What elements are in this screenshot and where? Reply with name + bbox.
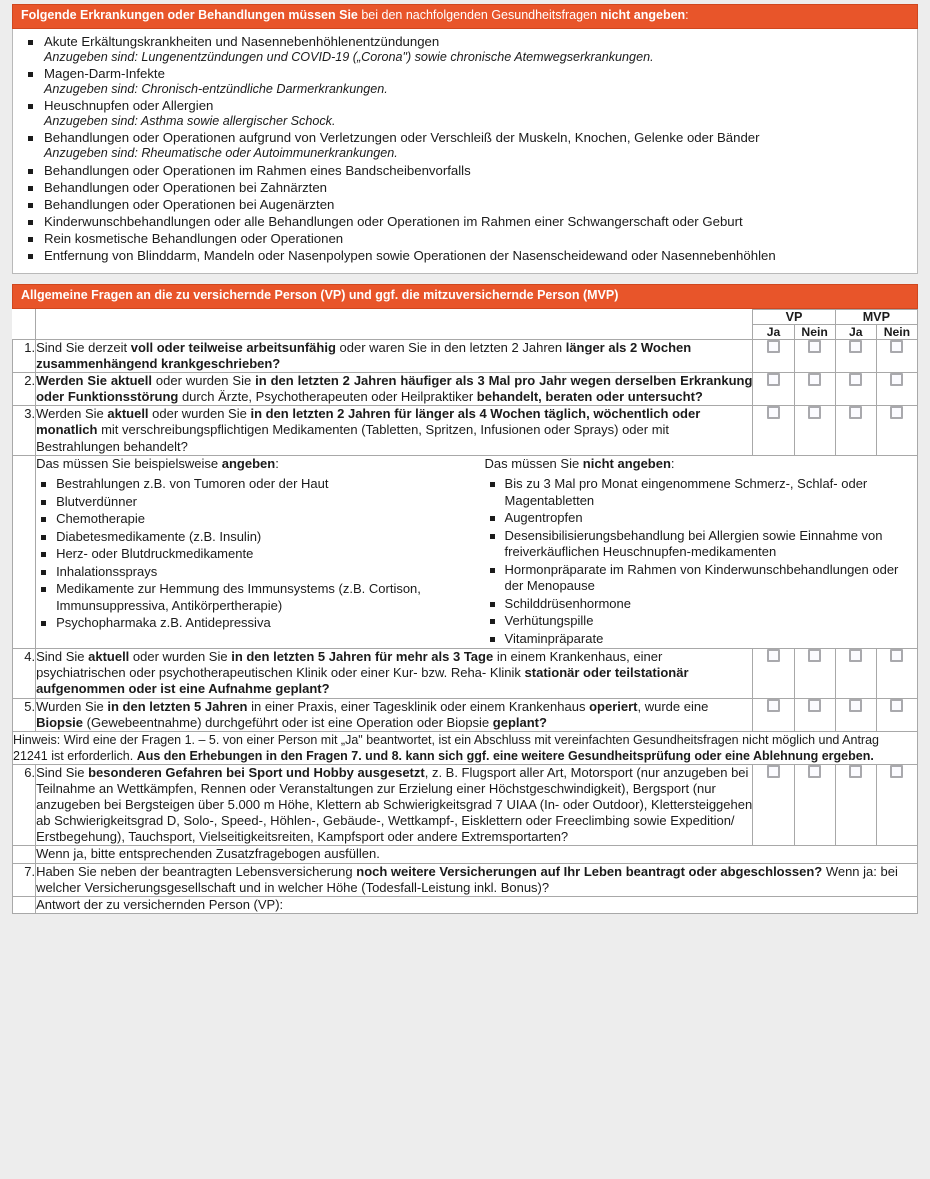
bullet-square-icon (41, 500, 46, 505)
exclusion-item-main: Akute Erkältungskrankheiten und Nasennebenhöhlenentzündungen (44, 33, 440, 49)
column-mvp-nein: Nein (876, 324, 917, 339)
list-item: Bestrahlungen z.B. von Tumoren oder der Haut (36, 476, 466, 493)
bullet-square-icon (28, 237, 33, 242)
checkbox-cell[interactable] (835, 698, 876, 731)
exclusion-item-note: Anzugeben sind: Chronisch-entzündliche Darmerkrankungen. (44, 82, 388, 97)
list-item (23, 231, 907, 247)
answer-field-label-vp[interactable]: Antwort der zu versichernden Person (VP): (36, 896, 918, 913)
bullet-square-icon (28, 104, 33, 109)
checkbox-1-nein-vp[interactable] (808, 340, 821, 353)
checkbox-cell[interactable] (753, 764, 794, 846)
list-item: Diabetesmedikamente (z.B. Insulin) (36, 529, 466, 546)
exclusion-header-bold-1: Folgende Erkrankungen oder Behandlungen müssen Sie (21, 8, 358, 22)
checkbox-cell[interactable] (835, 339, 876, 372)
bullet-square-icon (28, 136, 33, 141)
header-spacer-num (13, 309, 36, 339)
exclusion-item-note: Anzugeben sind: Rheumatische oder Autoimmunerkrankungen. (44, 146, 398, 161)
questions-table (12, 309, 918, 914)
exclusion-item-main: Behandlungen oder Operationen bei Augenärzten (44, 196, 335, 212)
examples-row (13, 455, 918, 649)
checkbox-5-ja-mvp[interactable] (849, 699, 862, 712)
checkbox-cell[interactable] (835, 764, 876, 846)
checkbox-cell[interactable] (835, 649, 876, 698)
bullet-square-icon (41, 570, 46, 575)
bullet-square-icon (490, 637, 495, 642)
question-text: Wurden Sie in den letzten 5 Jahren in einer Praxis, einer Tagesklinik oder einem Krankenhaus operiert, wurde eine Biopsie (Gewebeentnahme) durchgeführt oder ist eine Operation oder Biopsie geplant? (36, 698, 753, 731)
list-item: Psychopharmaka z.B. Antidepressiva (36, 615, 466, 632)
exclusion-item-main: Heuschnupfen oder Allergien (44, 98, 214, 114)
bullet-square-icon (41, 587, 46, 592)
exclusion-item-main: Kinderwunschbehandlungen oder alle Behandlungen oder Operationen im Rahmen einer Schwangerschaft oder Geburt (44, 213, 743, 229)
header-spacer-body (36, 309, 753, 339)
hinweis-row (13, 731, 918, 764)
list-item (23, 248, 907, 264)
checkbox-4-nein-mvp[interactable] (890, 649, 903, 662)
checkbox-3-nein-mvp[interactable] (890, 406, 903, 419)
note-number-spacer (13, 846, 36, 863)
question-number: 7. (13, 863, 36, 896)
list-item (23, 34, 907, 65)
checkbox-cell[interactable] (876, 373, 917, 406)
list-item (23, 98, 907, 129)
column-vp-ja: Ja (753, 324, 794, 339)
checkbox-cell[interactable] (835, 373, 876, 406)
checkbox-2-nein-vp[interactable] (808, 373, 821, 386)
exclusion-header-tail: : (685, 8, 689, 22)
list-item: Inhalationssprays (36, 564, 466, 581)
checkbox-3-nein-vp[interactable] (808, 406, 821, 419)
table-row (13, 698, 918, 731)
bullet-square-icon (490, 516, 495, 521)
bullet-square-icon (41, 482, 46, 487)
examples-list (36, 476, 466, 632)
checkbox-3-ja-mvp[interactable] (849, 406, 862, 419)
table-header-groups (13, 309, 918, 324)
checkbox-4-ja-mvp[interactable] (849, 649, 862, 662)
examples-column-heading: Das müssen Sie nicht angeben: (484, 455, 675, 471)
questions-section-header: Allgemeine Fragen an die zu versichernde Person (VP) und ggf. die mitzuversichernde Person (MVP) (12, 284, 918, 309)
bullet-square-icon (41, 517, 46, 522)
bullet-square-icon (28, 40, 33, 45)
checkbox-cell[interactable] (753, 339, 794, 372)
bullet-square-icon (490, 534, 495, 539)
list-item: Bis zu 3 Mal pro Monat eingenommene Schmerz-, Schlaf- oder Magentabletten (485, 476, 917, 509)
list-item: Blutverdünner (36, 494, 466, 511)
list-item (23, 180, 907, 196)
exclusion-list-panel (12, 29, 918, 274)
examples-list (485, 476, 917, 647)
checkbox-cell[interactable] (876, 764, 917, 846)
answer-row-7[interactable] (13, 896, 918, 913)
bullet-square-icon (41, 621, 46, 626)
checkbox-5-ja-vp[interactable] (767, 699, 780, 712)
bullet-square-icon (490, 482, 495, 487)
note-text-6: Wenn ja, bitte entsprechenden Zusatzfragebogen ausfüllen. (36, 846, 918, 863)
exclusion-item-note: Anzugeben sind: Asthma sowie allergischer Schock. (44, 114, 336, 129)
checkbox-1-ja-mvp[interactable] (849, 340, 862, 353)
checkbox-cell[interactable] (753, 698, 794, 731)
checkbox-3-ja-vp[interactable] (767, 406, 780, 419)
checkbox-cell[interactable] (794, 649, 835, 698)
checkbox-2-ja-mvp[interactable] (849, 373, 862, 386)
exclusion-list (23, 34, 907, 264)
question-number: 5. (13, 698, 36, 731)
exclusion-header-bold-2: nicht angeben (600, 8, 686, 22)
exclusion-item-main: Behandlungen oder Operationen aufgrund von Verletzungen oder Verschleiß der Muskeln, Knochen, Gelenke oder Bänder (44, 130, 760, 146)
examples-column-left (36, 456, 476, 649)
checkbox-1-nein-mvp[interactable] (890, 340, 903, 353)
bullet-square-icon (490, 602, 495, 607)
checkbox-cell[interactable] (794, 406, 835, 455)
checkbox-5-nein-vp[interactable] (808, 699, 821, 712)
checkbox-6-nein-vp[interactable] (808, 765, 821, 778)
question-number: 2. (13, 373, 36, 406)
list-item: Augentropfen (485, 510, 917, 527)
checkbox-4-nein-vp[interactable] (808, 649, 821, 662)
bullet-square-icon (28, 203, 33, 208)
examples-block (36, 455, 918, 649)
bullet-square-icon (41, 552, 46, 557)
list-item (23, 66, 907, 97)
list-item: Desensibilisierungsbehandlung bei Allergien sowie Einnahme von freiverkäuflichen Heuschnupfen-medikamenten (485, 528, 917, 561)
list-item: Schilddrüsenhormone (485, 596, 917, 613)
answer-number-spacer (13, 896, 36, 913)
list-item: Medikamente zur Hemmung des Immunsystems (z.B. Cortison, Immunsuppressiva, Antikörpertherapie) (36, 581, 466, 614)
column-mvp-ja: Ja (835, 324, 876, 339)
exclusion-item-main: Rein kosmetische Behandlungen oder Operationen (44, 230, 344, 246)
table-row (13, 863, 918, 896)
exclusion-item-note: Anzugeben sind: Lungenentzündungen und COVID-19 („Corona") sowie chronische Atemwegserkrankungen. (44, 49, 654, 64)
checkbox-cell[interactable] (876, 339, 917, 372)
list-item (23, 214, 907, 230)
exclusion-item-main: Behandlungen oder Operationen bei Zahnärzten (44, 179, 328, 195)
hinweis-text: Hinweis: Wird eine der Fragen 1. – 5. von einer Person mit „Ja" beantwortet, ist ein Abschluss mit vereinfachten Gesundheitsfragen nicht möglich und Antrag 21241 ist erforderlich. Aus den Erhebungen in den Fragen 7. und 8. kann sich ggf. eine weitere Gesundheitsprüfung oder eine Ablehnung ergeben. (13, 731, 918, 764)
table-row (13, 373, 918, 406)
checkbox-6-nein-mvp[interactable] (890, 765, 903, 778)
list-item: Hormonpräparate im Rahmen von Kinderwunschbehandlungen oder der Menopause (485, 562, 917, 595)
exclusion-item-main: Entfernung von Blinddarm, Mandeln oder Nasenpolypen sowie Operationen der Nasenscheidewand oder Nasennebenhöhlen (44, 248, 776, 264)
list-item (23, 130, 907, 161)
checkbox-5-nein-mvp[interactable] (890, 699, 903, 712)
question-text: Sind Sie besonderen Gefahren bei Sport und Hobby ausgesetzt, z. B. Flugsport aller Art, Motorsport (nur anzugeben bei Teilnahme an Wettkämpfen, Rennen oder Veranstaltungen zur Erzielung einer Höchstgeschwindigkeit), Bergsport (nur anzugeben bei Bergsteigen über 5.000 m Höhe, Klettern ab Schwierigkeitsgrad 7 UIAA (In- oder Outdoor), Klettersteiggehen ab Schwierigkeitsgrad D, Solo-, Speed-, Höhlen-, Gebäude-, Wettkampf-, Eisklettern oder Freeclimbing sowie Expedition/ Erstbegehung), Tauchsport, Vielseitigkeitsreiten, Kampfsport oder andere Extremsportarten? (36, 764, 753, 845)
note-row-6 (13, 846, 918, 863)
checkbox-cell[interactable] (835, 406, 876, 455)
question-number: 4. (13, 649, 36, 698)
bullet-square-icon (28, 254, 33, 259)
bullet-square-icon (490, 619, 495, 624)
table-row (13, 649, 918, 698)
checkbox-cell[interactable] (794, 373, 835, 406)
bullet-square-icon (28, 186, 33, 191)
exclusion-section (12, 4, 918, 274)
bullet-square-icon (41, 535, 46, 540)
exclusion-item-main: Magen-Darm-Infekte (44, 65, 165, 81)
checkbox-6-ja-mvp[interactable] (849, 765, 862, 778)
examples-column-heading: Das müssen Sie beispielsweise angeben: (36, 455, 279, 471)
question-text: Werden Sie aktuell oder wurden Sie in den letzten 2 Jahren für länger als 4 Wochen täglich, wöchentlich oder monatlich mit verschreibungspflichtigen Medikamenten (Tabletten, Spritzen, Infusionen oder Sprays) oder mit Bestrahlungen behandelt? (36, 406, 753, 455)
list-item (23, 163, 907, 179)
checkbox-4-ja-vp[interactable] (767, 649, 780, 662)
question-number: 1. (13, 339, 36, 372)
table-row (13, 339, 918, 372)
checkbox-2-nein-mvp[interactable] (890, 373, 903, 386)
checkbox-cell[interactable] (876, 406, 917, 455)
checkbox-cell[interactable] (753, 373, 794, 406)
list-item (23, 197, 907, 213)
question-number: 6. (13, 764, 36, 846)
exclusion-section-header (12, 4, 918, 29)
examples-number-spacer (13, 455, 36, 649)
table-row (13, 406, 918, 455)
column-group-mvp: MVP (835, 309, 917, 324)
question-number: 3. (13, 406, 36, 455)
checkbox-1-ja-vp[interactable] (767, 340, 780, 353)
bullet-square-icon (490, 568, 495, 573)
checkbox-2-ja-vp[interactable] (767, 373, 780, 386)
checkbox-cell[interactable] (753, 649, 794, 698)
table-row (13, 764, 918, 846)
bullet-square-icon (28, 72, 33, 77)
exclusion-item-main: Behandlungen oder Operationen im Rahmen eines Bandscheibenvorfalls (44, 162, 471, 178)
checkbox-cell[interactable] (753, 406, 794, 455)
bullet-square-icon (28, 220, 33, 225)
question-text: Werden Sie aktuell oder wurden Sie in den letzten 2 Jahren häufiger als 3 Mal pro Jahr wegen derselben Erkrankung oder Funktionsstörung durch Ärzte, Psychotherapeuten oder Heilpraktiker behandelt, beraten oder untersucht? (36, 373, 753, 405)
exclusion-header-regular: bei den nachfolgenden Gesundheitsfragen (357, 8, 601, 22)
checkbox-cell[interactable] (876, 649, 917, 698)
question-text: Sind Sie derzeit voll oder teilweise arbeitsunfähig oder waren Sie in den letzten 2 Jahren länger als 2 Wochen zusammenhängend krankgeschrieben? (36, 339, 753, 372)
examples-column-right (477, 456, 917, 649)
list-item: Herz- oder Blutdruckmedikamente (36, 546, 466, 563)
checkbox-cell[interactable] (794, 764, 835, 846)
checkbox-cell[interactable] (794, 339, 835, 372)
questions-section (12, 284, 918, 914)
column-group-vp: VP (753, 309, 835, 324)
bullet-square-icon (28, 169, 33, 174)
column-vp-nein: Nein (794, 324, 835, 339)
list-item: Verhütungspille (485, 613, 917, 630)
list-item: Vitaminpräparate (485, 631, 917, 648)
checkbox-cell[interactable] (876, 698, 917, 731)
checkbox-6-ja-vp[interactable] (767, 765, 780, 778)
list-item: Chemotherapie (36, 511, 466, 528)
question-text: Sind Sie aktuell oder wurden Sie in den letzten 5 Jahren für mehr als 3 Tage in einem Krankenhaus, einer psychiatrischen oder psychotherapeutischen Klinik oder einer Kur- bzw. Reha- Klinik stationär oder teilstationär aufgenommen oder ist eine Aufnahme geplant? (36, 649, 753, 698)
checkbox-cell[interactable] (794, 698, 835, 731)
question-text: Haben Sie neben der beantragten Lebensversicherung noch weitere Versicherungen auf Ihr Leben beantragt oder abgeschlossen? Wenn ja: bei welcher Versicherungsgesellschaft und in welcher Höhe (Todesfall-Leistung inkl. Bonus)? (36, 863, 918, 896)
